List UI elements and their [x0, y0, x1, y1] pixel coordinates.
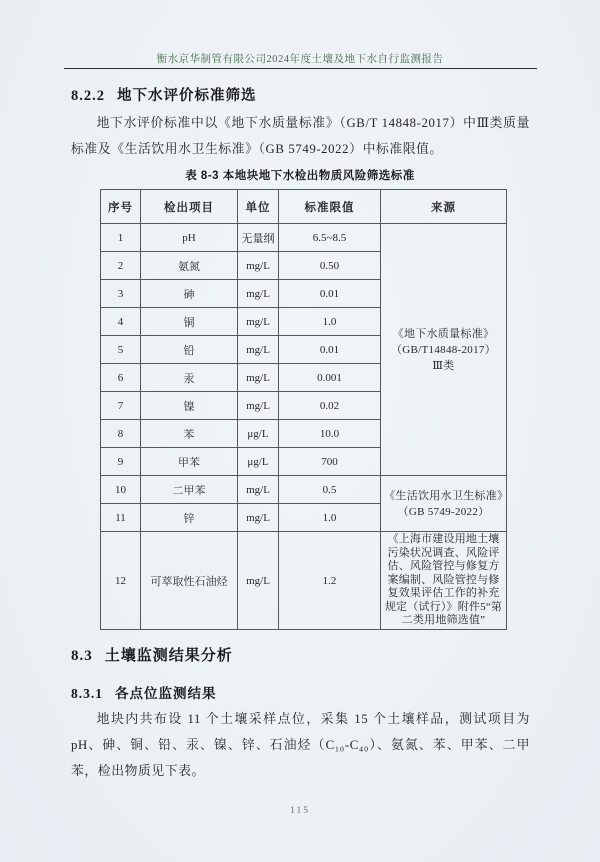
cell-unit: mg/L — [238, 364, 279, 392]
cell-item: 铜 — [141, 308, 238, 336]
cell-no: 5 — [101, 336, 141, 364]
col-header-item: 检出项目 — [141, 190, 238, 224]
cell-unit: mg/L — [238, 280, 279, 308]
section-title: 土壤监测结果分析 — [104, 647, 233, 664]
cell-no: 1 — [101, 224, 141, 252]
cell-item: 汞 — [141, 364, 238, 392]
cell-no: 6 — [101, 364, 141, 392]
cell-unit: μg/L — [238, 420, 279, 448]
cell-limit: 0.01 — [279, 280, 381, 308]
cell-no: 8 — [101, 420, 141, 448]
cell-item: 锌 — [141, 504, 238, 532]
cell-limit: 1.0 — [279, 504, 381, 532]
paragraph-831: 地块内共布设 11 个土壤采样点位，采集 15 个土壤样品，测试项目为 pH、砷、铜、铅、汞、镍、锌、石油烃（C₁₀-C₄₀）、氨氮、苯、甲苯、二甲苯，检出物质见下表。 — [71, 712, 530, 778]
running-header: 衡水京华制管有限公司2024年度土壤及地下水自行监测报告 — [156, 54, 444, 65]
source-line: （GB/T14848-2017） — [390, 343, 497, 356]
section-heading-83 — [71, 644, 233, 665]
cell-unit: μg/L — [238, 448, 279, 476]
cell-limit: 6.5~8.5 — [279, 224, 381, 252]
section-number: 8.3 — [71, 648, 93, 664]
table-row — [101, 532, 507, 630]
cell-item: 苯 — [141, 420, 238, 448]
cell-item: pH — [141, 224, 238, 252]
cell-limit: 0.5 — [279, 476, 381, 504]
cell-no: 3 — [101, 280, 141, 308]
source-line: 《地下水质量标准》 — [392, 327, 495, 340]
cell-unit: mg/L — [238, 476, 279, 504]
cell-no: 2 — [101, 252, 141, 280]
cell-no: 4 — [101, 308, 141, 336]
cell-limit: 700 — [279, 448, 381, 476]
section-number: 8.2.2 — [71, 88, 105, 104]
section-title: 各点位监测结果 — [115, 686, 217, 701]
paragraph-822: 地下水评价标准中以《地下水质量标准》（GB/T 14848-2017）中Ⅲ类质量标准及《生活饮用水卫生标准》（GB 5749-2022）中标准限值。 — [71, 116, 530, 156]
cell-no: 10 — [101, 476, 141, 504]
cell-limit: 10.0 — [279, 420, 381, 448]
cell-no: 7 — [101, 392, 141, 420]
section-heading-822 — [71, 84, 257, 105]
cell-limit: 1.0 — [279, 308, 381, 336]
cell-item: 镍 — [141, 392, 238, 420]
cell-limit: 1.2 — [279, 532, 381, 630]
col-header-no: 序号 — [101, 190, 141, 224]
source-cell-drinking-water-standard: 《生活饮用水卫生标准》（GB 5749-2022） — [381, 476, 507, 532]
section-heading-831 — [71, 682, 217, 702]
cell-unit: mg/L — [238, 532, 279, 630]
cell-item: 砷 — [141, 280, 238, 308]
col-header-source: 来源 — [381, 190, 507, 224]
cell-unit: mg/L — [238, 252, 279, 280]
source-cell-shanghai-supplement: 《上海市建设用地土壤污染状况调查、风险评估、风险管控与修复方案编制、风险管控与修复效果评估工作的补充规定（试行）》附件5“第二类用地筛选值” — [381, 532, 507, 630]
cell-no: 12 — [101, 532, 141, 630]
cell-no: 11 — [101, 504, 141, 532]
cell-limit: 0.50 — [279, 252, 381, 280]
cell-item: 铅 — [141, 336, 238, 364]
cell-unit: mg/L — [238, 392, 279, 420]
page-number: 115 — [290, 806, 310, 816]
table-header-row — [101, 190, 507, 224]
source-line: Ⅲ类 — [432, 359, 455, 372]
col-header-unit: 单位 — [238, 190, 279, 224]
cell-item: 二甲苯 — [141, 476, 238, 504]
cell-unit: mg/L — [238, 504, 279, 532]
cell-limit: 0.001 — [279, 364, 381, 392]
source-cell-groundwater-standard — [381, 224, 507, 476]
header-divider — [64, 68, 537, 69]
table-row — [101, 476, 507, 504]
table-row — [101, 224, 507, 252]
cell-unit: 无量纲 — [238, 224, 279, 252]
cell-no: 9 — [101, 448, 141, 476]
col-header-limit: 标准限值 — [279, 190, 381, 224]
cell-item: 可萃取性石油烃 — [141, 532, 238, 630]
section-title: 地下水评价标准筛选 — [117, 88, 257, 104]
screening-standards-table — [100, 189, 507, 630]
cell-item: 甲苯 — [141, 448, 238, 476]
section-number: 8.3.1 — [71, 686, 103, 701]
cell-limit: 0.01 — [279, 336, 381, 364]
table-caption: 表 8-3 本地块地下水检出物质风险筛选标准 — [185, 170, 415, 182]
cell-unit: mg/L — [238, 336, 279, 364]
cell-limit: 0.02 — [279, 392, 381, 420]
cell-item: 氨氮 — [141, 252, 238, 280]
cell-unit: mg/L — [238, 308, 279, 336]
